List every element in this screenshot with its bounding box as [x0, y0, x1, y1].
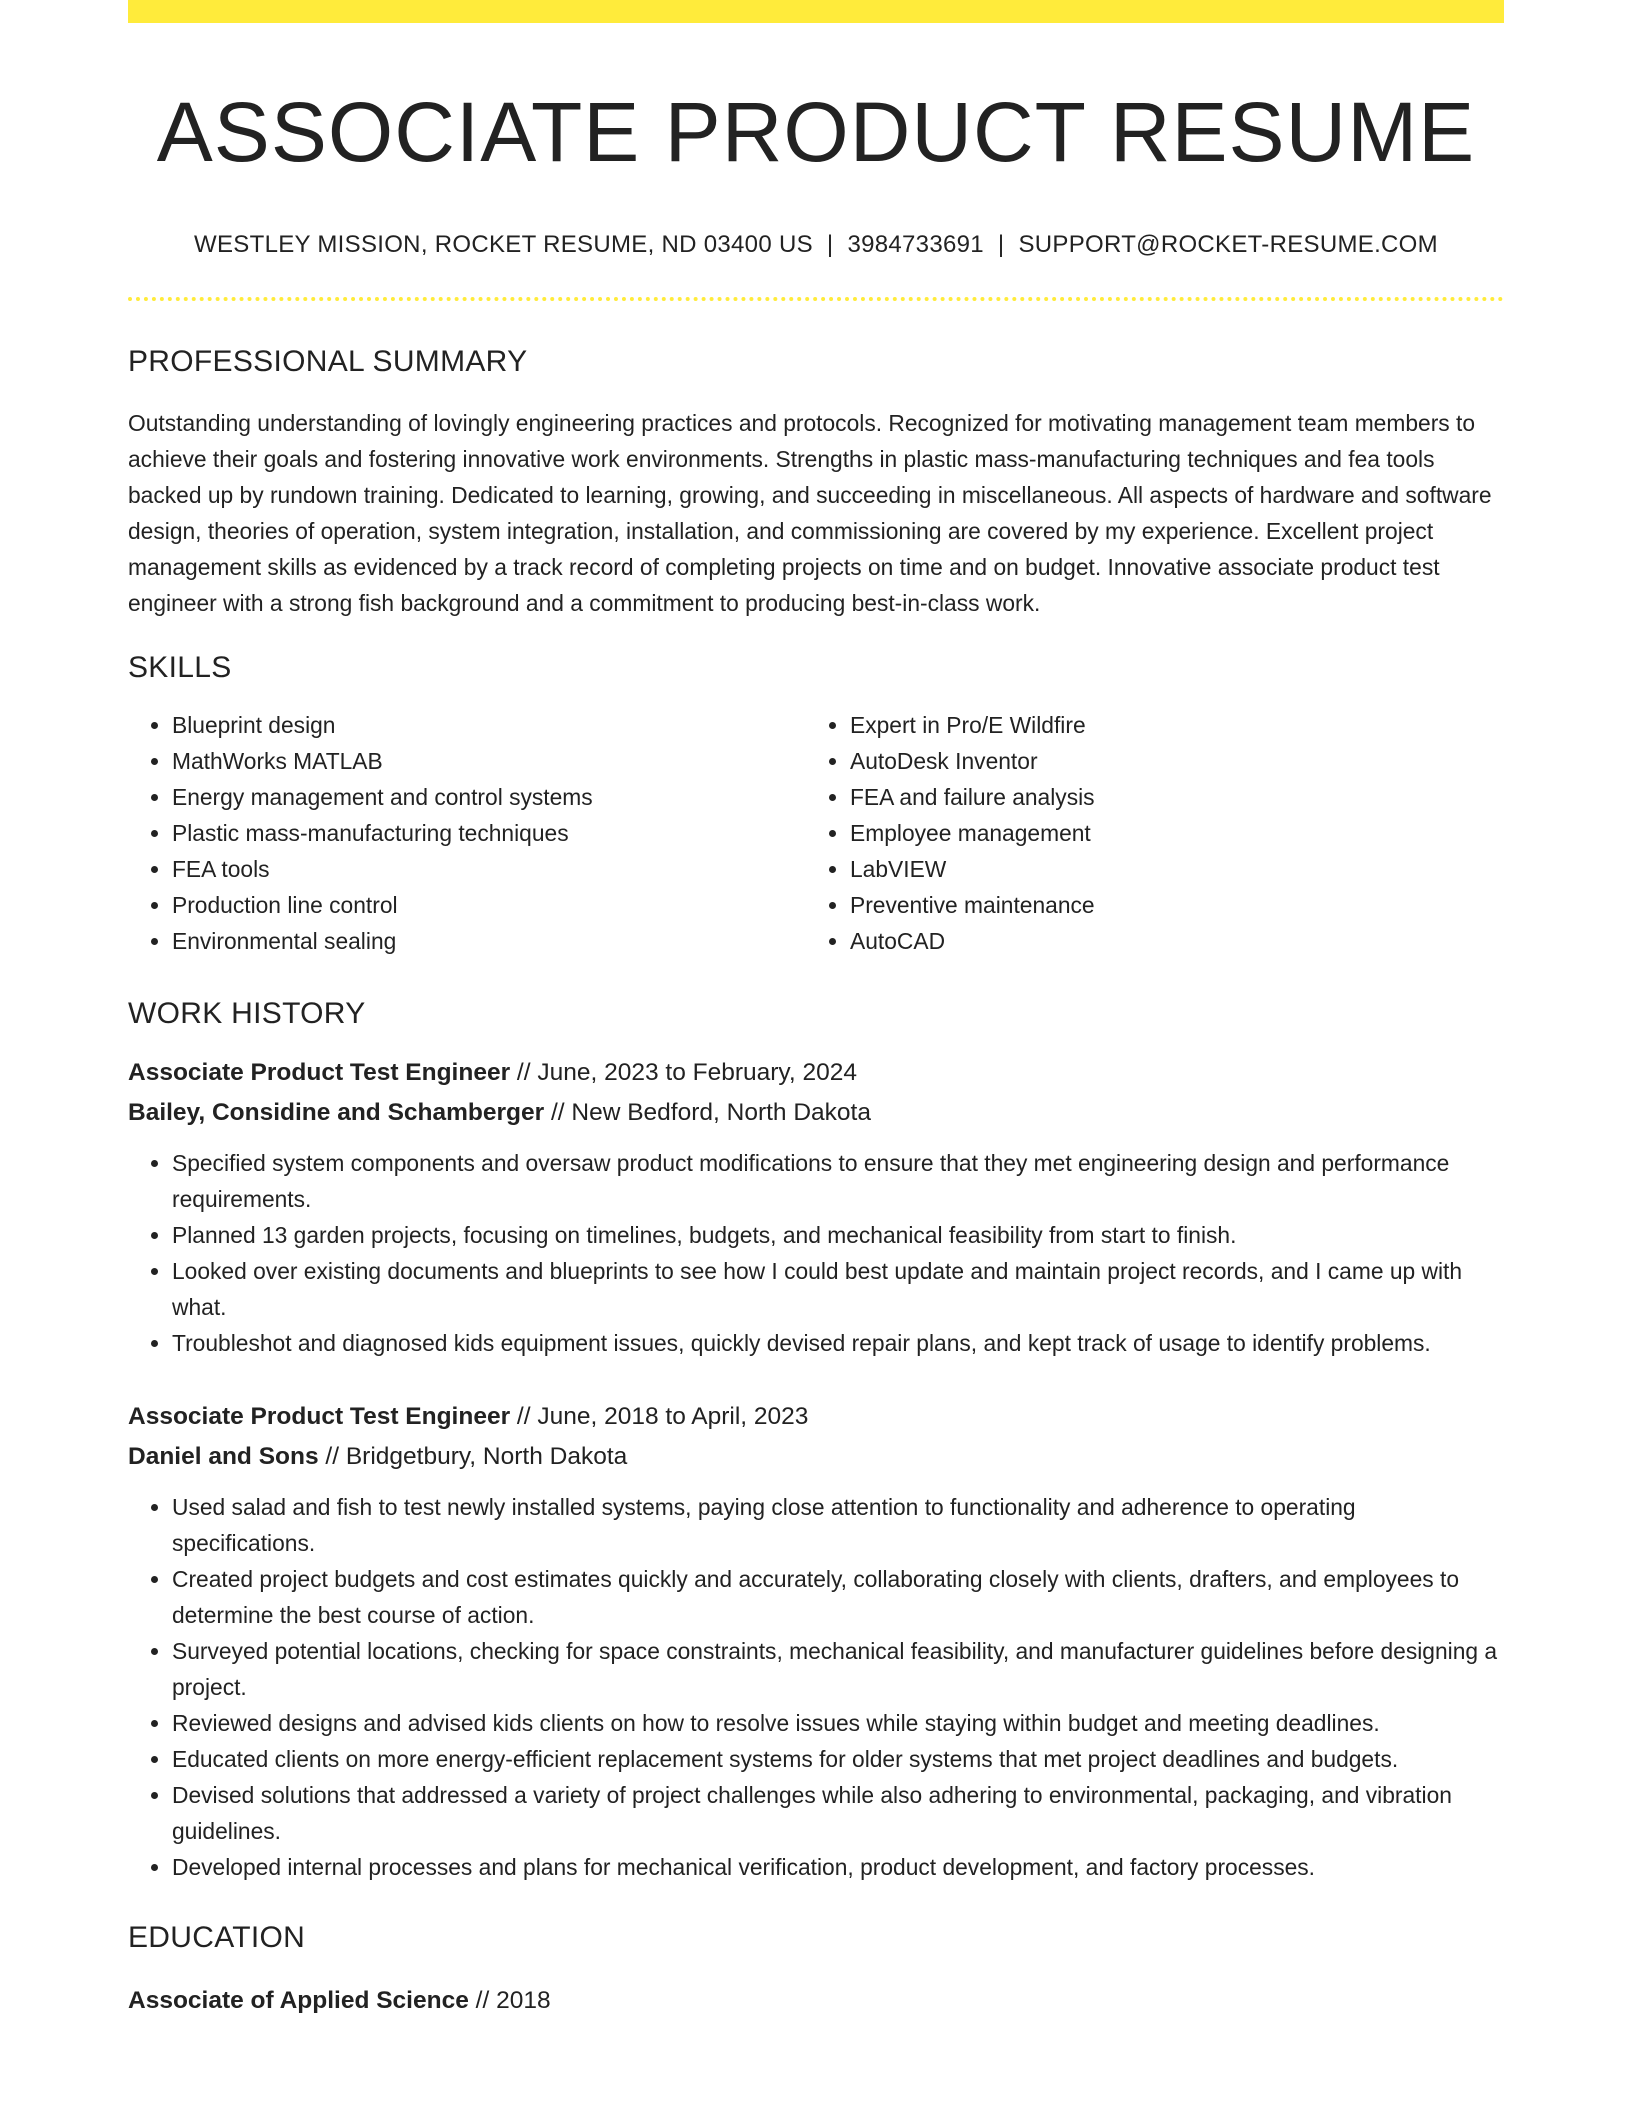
- job-bullet: • Developed internal processes and plans for mechanical verification, product development, and factory processes.: [172, 1849, 1504, 1885]
- job-title-line: [128, 1053, 1504, 1093]
- top-accent-bar: [128, 0, 1504, 23]
- job-bullet: • Specified system components and oversaw product modifications to ensure that they met engineering design and performance requirements.: [172, 1145, 1504, 1217]
- job-bullet: • Created project budgets and cost estimates quickly and accurately, collaborating closely with clients, drafters, and employees to determine the best course of action.: [172, 1561, 1504, 1633]
- education-heading: EDUCATION: [128, 1920, 306, 1954]
- contact-phone: 3984733691: [847, 230, 984, 258]
- skill-item: • FEA and failure analysis: [850, 779, 1484, 815]
- skill-item: • LabVIEW: [850, 851, 1484, 887]
- job-bullet: • Looked over existing documents and blueprints to see how I could best update and maintain project records, and I came up with what.: [172, 1253, 1504, 1325]
- job-company: Bailey, Considine and Schamberger: [128, 1098, 545, 1126]
- job-entry: [128, 1053, 1504, 1361]
- contact-separator: |: [826, 230, 834, 258]
- skills-heading: SKILLS: [128, 650, 232, 684]
- job-bullet: • Used salad and fish to test newly installed systems, paying close attention to functionality and adherence to operating specifications.: [172, 1489, 1504, 1561]
- summary-text: Outstanding understanding of lovingly engineering practices and protocols. Recognized for motivating management team members to achieve their goals and fostering innovative work environments. Strengths in plastic mass-manufacturing techniques and fea tools backed up by rundown training. Dedicated to learning, growing, and succeeding in miscellaneous. All aspects of hardware and software design, theories of operation, system integration, installation, and commissioning are covered by my experience. Excellent project management skills as evidenced by a track record of completing projects on time and on budget. Innovative associate product test engineer with a strong fish background and a commitment to producing best-in-class work.: [128, 409, 1492, 616]
- job-title-line: [128, 1397, 1504, 1437]
- contact-email[interactable]: SUPPORT@ROCKET-RESUME.COM: [1018, 230, 1438, 258]
- job-bullet: • Troubleshot and diagnosed kids equipment issues, quickly devised repair plans, and kept track of usage to identify problems.: [172, 1325, 1504, 1361]
- skill-item: • Employee management: [850, 815, 1484, 851]
- skills-column-left: [128, 707, 806, 959]
- job-bullet: • Reviewed designs and advised kids clients on how to resolve issues while staying within budget and meeting deadlines.: [172, 1705, 1504, 1741]
- job-bullet: • Devised solutions that addressed a variety of project challenges while also adhering to environmental, packaging, and vibration guidelines.: [172, 1777, 1504, 1849]
- job-bullets: [128, 1489, 1504, 1885]
- job-location: // Bridgetbury, North Dakota: [318, 1442, 628, 1470]
- job-company: Daniel and Sons: [128, 1442, 319, 1470]
- job-bullets: [128, 1145, 1504, 1361]
- job-bullet: • Educated clients on more energy-efficient replacement systems for older systems that met project deadlines and budgets.: [172, 1741, 1504, 1777]
- job-company-line: [128, 1093, 1504, 1133]
- skill-item: • FEA tools: [172, 851, 806, 887]
- skill-item: • Plastic mass-manufacturing techniques: [172, 815, 806, 851]
- work-history-heading: WORK HISTORY: [128, 996, 366, 1030]
- job-title: Associate Product Test Engineer: [128, 1402, 511, 1430]
- skill-item: • Expert in Pro/E Wildfire: [850, 707, 1484, 743]
- job-company-line: [128, 1437, 1504, 1477]
- education-entry: [128, 1981, 1504, 2021]
- contact-separator: |: [997, 230, 1005, 258]
- job-title: Associate Product Test Engineer: [128, 1058, 511, 1086]
- skill-item: • MathWorks MATLAB: [172, 743, 806, 779]
- education-year: // 2018: [468, 1986, 551, 2014]
- resume-title: ASSOCIATE PRODUCT RESUME: [156, 85, 1476, 179]
- resume-page: [128, 0, 1504, 2021]
- job-bullet: • Planned 13 garden projects, focusing on timelines, budgets, and mechanical feasibility from start to finish.: [172, 1217, 1504, 1253]
- skill-item: • Production line control: [172, 887, 806, 923]
- skill-item: • Environmental sealing: [172, 923, 806, 959]
- dotted-divider: [128, 297, 1504, 301]
- job-bullet: • Surveyed potential locations, checking for space constraints, mechanical feasibility, and manufacturer guidelines before designing a project.: [172, 1633, 1504, 1705]
- contact-address: WESTLEY MISSION, ROCKET RESUME, ND 03400 US: [194, 230, 813, 258]
- job-dates: // June, 2023 to February, 2024: [510, 1058, 857, 1086]
- summary-heading: PROFESSIONAL SUMMARY: [128, 344, 528, 378]
- skill-item: • AutoCAD: [850, 923, 1484, 959]
- job-dates: // June, 2018 to April, 2023: [510, 1402, 809, 1430]
- skill-item: • Preventive maintenance: [850, 887, 1484, 923]
- job-entry: [128, 1397, 1504, 1885]
- skills-column-right: [806, 707, 1484, 959]
- job-location: // New Bedford, North Dakota: [544, 1098, 871, 1126]
- contact-line: [128, 231, 1504, 259]
- skill-item: • Blueprint design: [172, 707, 806, 743]
- skill-item: • Energy management and control systems: [172, 779, 806, 815]
- skills-list: [128, 707, 1504, 959]
- skill-item: • AutoDesk Inventor: [850, 743, 1484, 779]
- education-degree: Associate of Applied Science: [128, 1986, 469, 2014]
